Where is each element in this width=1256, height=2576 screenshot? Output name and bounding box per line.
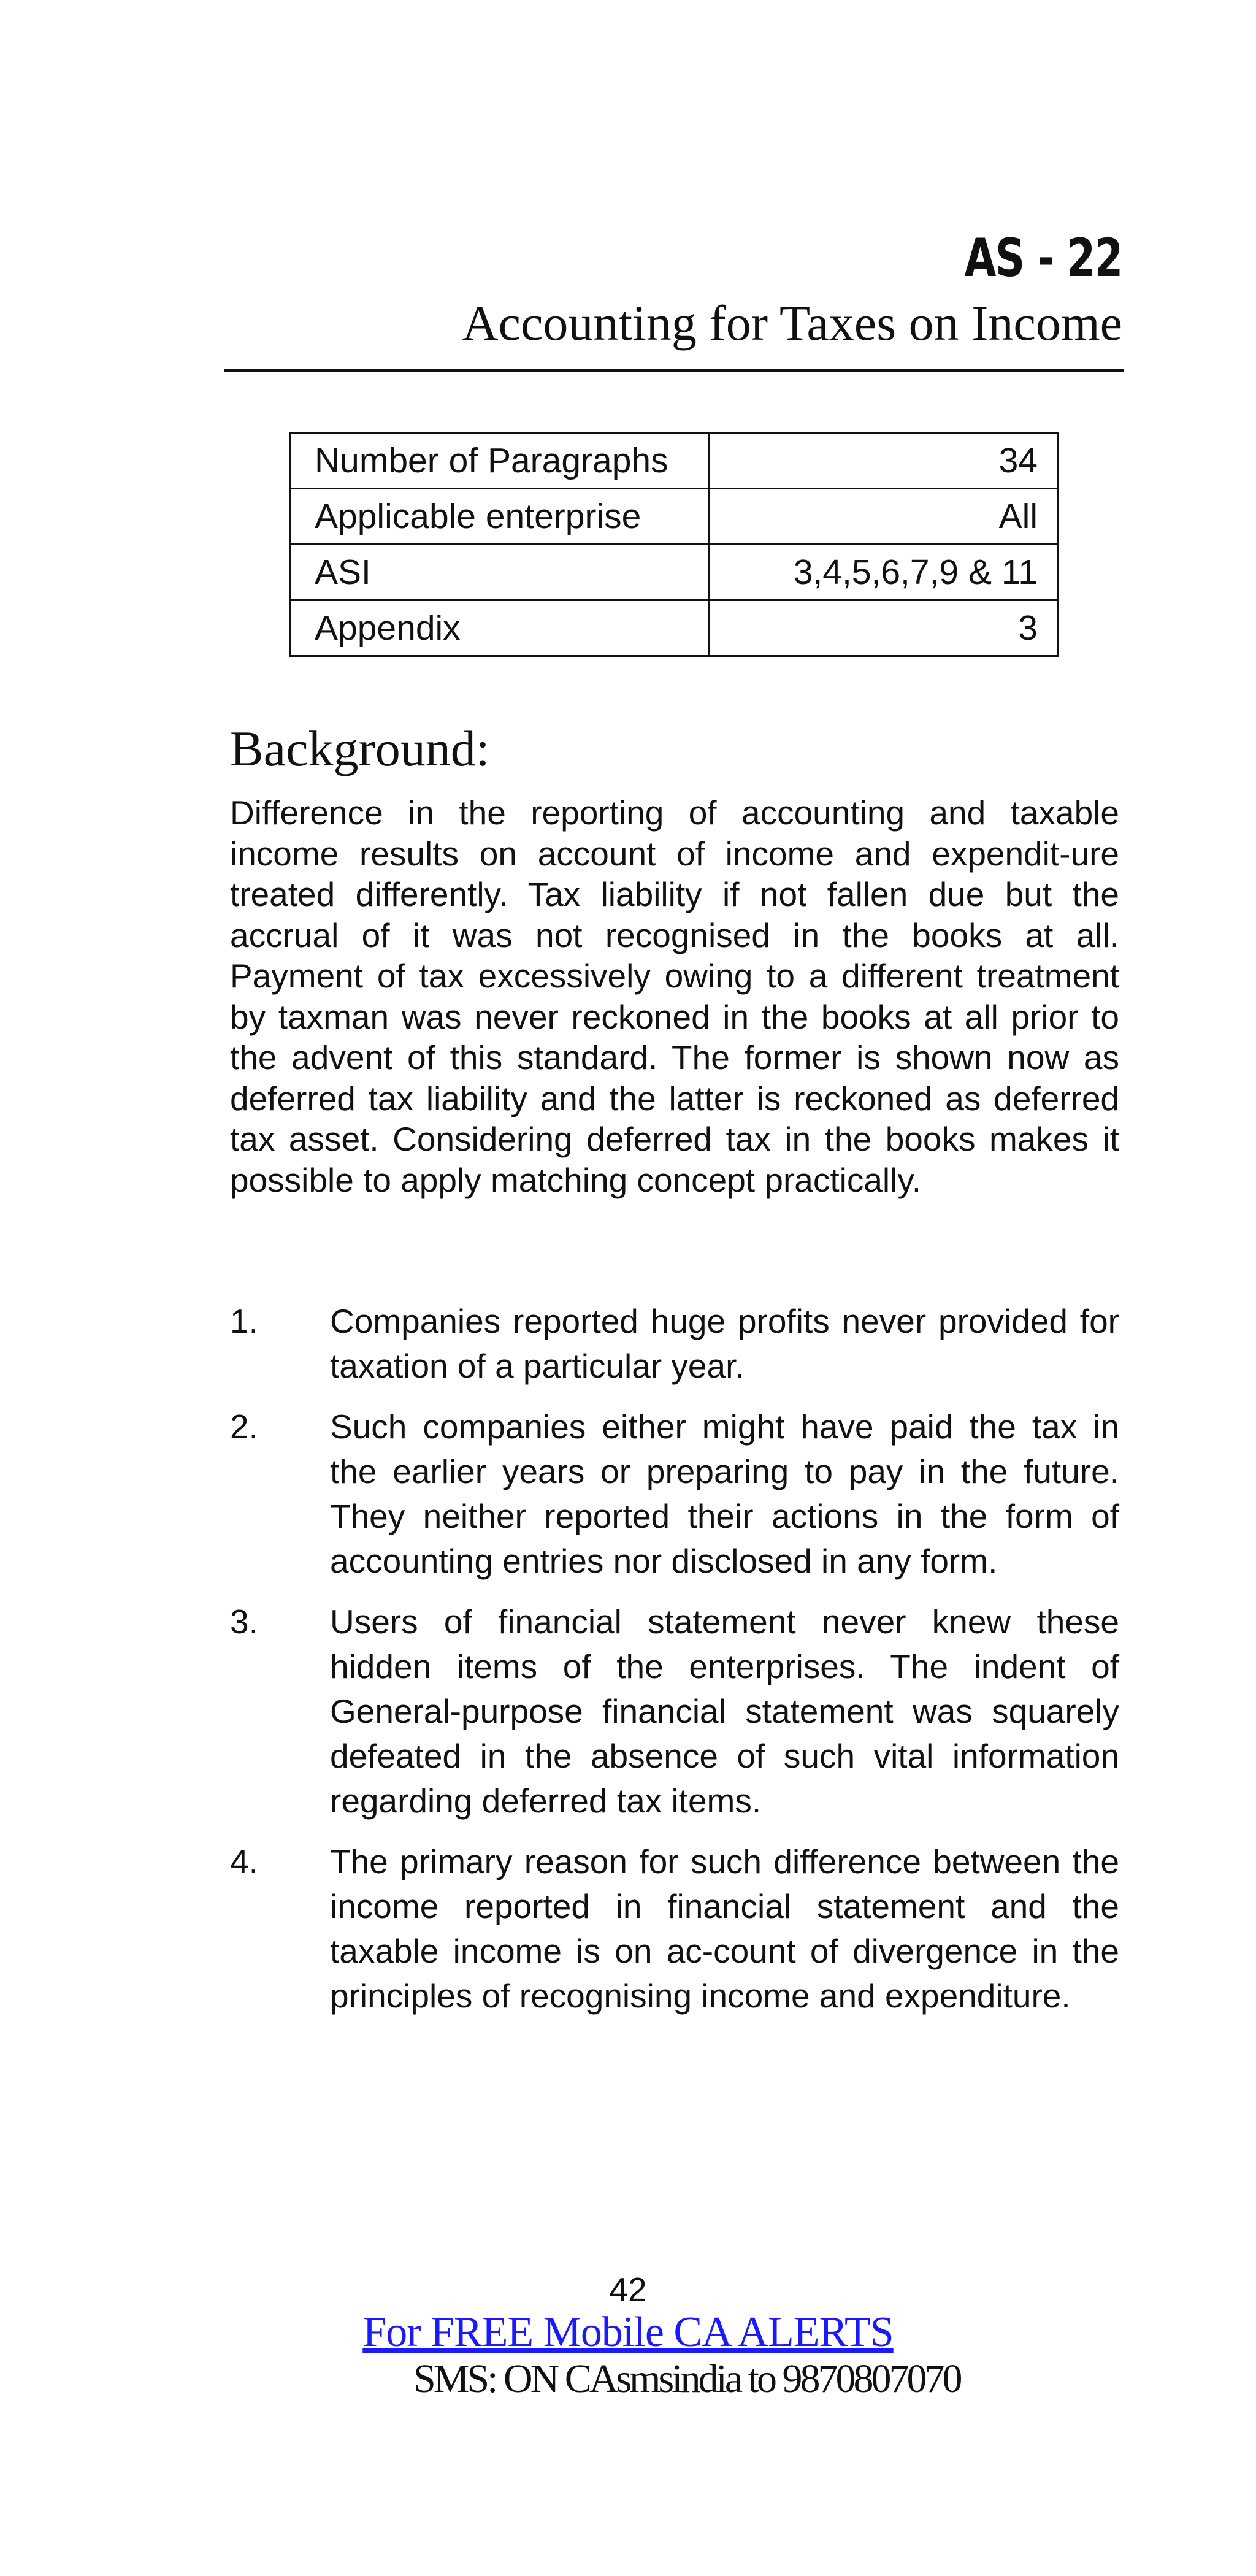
table-row — [291, 600, 1059, 656]
points-list — [230, 1299, 1119, 2034]
table-row — [291, 433, 1059, 489]
ca-alerts-link[interactable]: For FREE Mobile CA ALERTS — [362, 2309, 894, 2356]
list-item — [230, 1839, 1119, 2018]
table-cell-value: 3,4,5,6,7,9 & 11 — [710, 545, 1059, 600]
standard-title: Accounting for Taxes on Income — [462, 295, 1122, 351]
table-cell-value: 3 — [710, 600, 1059, 656]
table-row — [291, 489, 1059, 545]
list-item — [230, 1299, 1119, 1389]
list-item-text: Such companies either might have paid the tax in the earlier years or preparing to pay in the future. They neither reported their actions in the form of accounting entries nor disclosed in any form. — [330, 1408, 1119, 1580]
page-number: 42 — [609, 2271, 647, 2309]
table-cell-label: Number of Paragraphs — [291, 433, 710, 489]
list-item-text: Companies reported huge profits never provided for taxation of a particular year. — [330, 1302, 1119, 1385]
standard-code: AS - 22 — [964, 228, 1122, 289]
list-item-text: The primary reason for such difference between the income reported in financial statement and the taxable income is on ac-count of divergence in the principles of recognising income and expenditure. — [330, 1842, 1119, 2015]
background-paragraph: Difference in the reporting of accounting and taxable income results on account of income and expendit-ure treated differently. Tax liability if not fallen due but the accrual of it was not recognised in the books at all. Payment of tax excessively owing to a different treatment by taxman was never reckoned in the books at all prior to the advent of this standard. The former is shown now as deferred tax liability and the latter is reckoned as deferred tax asset. Considering deferred tax in the books makes it possible to apply matching concept practically. — [230, 794, 1119, 1199]
list-item-number: 4. — [230, 1842, 258, 1880]
list-item-number: 2. — [230, 1408, 258, 1446]
table-row — [291, 545, 1059, 600]
table-cell-label: Applicable enterprise — [291, 489, 710, 545]
header-divider — [224, 369, 1124, 372]
sms-instruction: SMS: ON CAsmsindia to 9870807070 — [413, 2356, 960, 2401]
background-heading: Background: — [230, 721, 490, 776]
list-item-number: 3. — [230, 1603, 258, 1641]
table-cell-label: Appendix — [291, 600, 710, 656]
list-item — [230, 1600, 1119, 1823]
table-cell-value: All — [710, 489, 1059, 545]
summary-table — [289, 432, 1059, 657]
table-cell-value: 34 — [710, 433, 1059, 489]
list-item-text: Users of financial statement never knew these hidden items of the enterprises. The indent of General-purpose financial statement was squarely defeated in the absence of such vital information regarding deferred tax items. — [330, 1603, 1119, 1820]
list-item — [230, 1405, 1119, 1584]
footer-link-wrap — [0, 2311, 1256, 2354]
table-cell-label: ASI — [291, 545, 710, 600]
list-item-number: 1. — [230, 1302, 258, 1340]
